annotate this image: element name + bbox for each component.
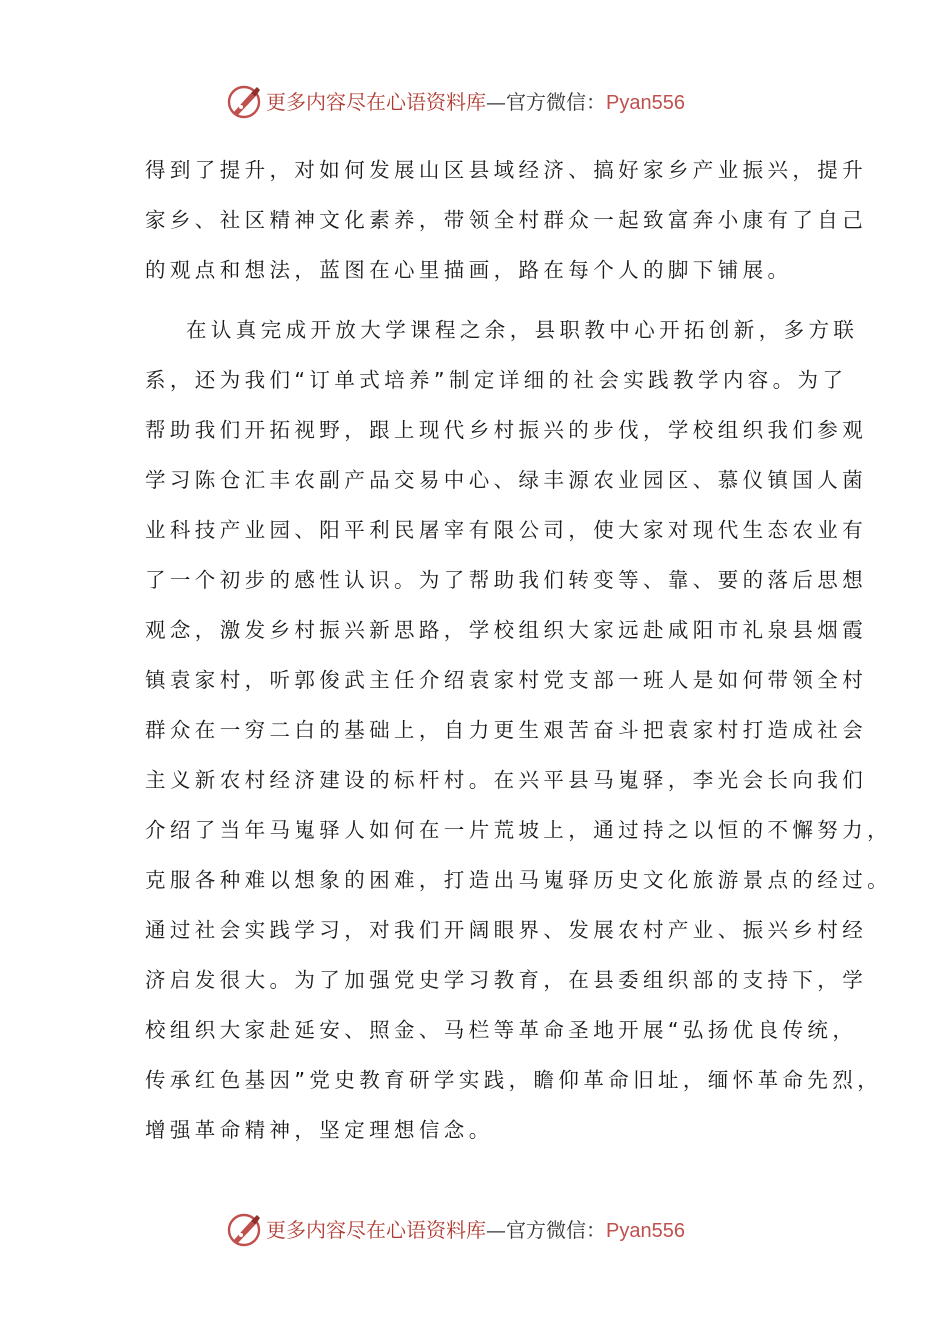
text-line: 济启发很大。为了加强党史学习教育，在县委组织部的支持下，学 (145, 968, 868, 992)
banner-brand: 更多内容尽在心语资料库 (266, 1218, 486, 1242)
text-line: 在认真完成开放大学课程之余，县职教中心开拓创新，多方联 (186, 318, 859, 342)
text-line: 了一个初步的感性认识。为了帮助我们转变等、靠、要的落后思想 (145, 568, 868, 592)
text-line: 群众在一穷二白的基础上，自力更生艰苦奋斗把袁家村打造成社会 (145, 718, 868, 742)
paragraph-2 (145, 305, 892, 1155)
banner-sub: 官方微信： (506, 90, 606, 114)
banner-separator: — (486, 1218, 506, 1242)
footer-banner (0, 1208, 950, 1252)
paragraph-1 (145, 145, 868, 295)
text-line: 通过社会实践学习，对我们开阔眼界、发展农村产业、振兴乡村经 (145, 918, 868, 942)
text-line: 业科技产业园、阳平利民屠宰有限公司，使大家对现代生态农业有 (145, 518, 868, 542)
header-banner (0, 80, 950, 124)
text-line: 帮助我们开拓视野，跟上现代乡村振兴的步伐，学校组织我们参观 (145, 418, 868, 442)
text-line: 传承红色基因”党史教育研学实践，瞻仰革命旧址，缅怀革命先烈， (145, 1068, 883, 1092)
text-line: 的观点和想法，蓝图在心里描画，路在每个人的脚下铺展。 (145, 258, 793, 282)
pen-nib-icon (224, 1210, 264, 1250)
banner-sub: 官方微信： (506, 1218, 606, 1242)
text-line: 镇袁家村，听郭俊武主任介绍袁家村党支部一班人是如何带领全村 (145, 668, 868, 692)
paragraph-gap (145, 295, 815, 305)
banner-wechat-id: Pyan556 (606, 92, 685, 114)
document-body (145, 145, 892, 1155)
text-line: 家乡、社区精神文化素养，带领全村群众一起致富奔小康有了自己 (145, 208, 868, 232)
text-line: 校组织大家赴延安、照金、马栏等革命圣地开展“弘扬优良传统， (145, 1018, 858, 1042)
banner-brand: 更多内容尽在心语资料库 (266, 90, 486, 114)
text-line: 得到了提升，对如何发展山区县域经济、搞好家乡产业振兴，提升 (145, 158, 868, 182)
text-line: 系，还为我们“订单式培养”制定详细的社会实践教学内容。为了 (145, 368, 848, 392)
text-line: 观念，激发乡村振兴新思路，学校组织大家远赴咸阳市礼泉县烟霞 (145, 618, 868, 642)
text-line: 增强革命精神，坚定理想信念。 (145, 1118, 494, 1142)
text-line: 主义新农村经济建设的标杆村。在兴平县马嵬驿，李光会长向我们 (145, 768, 868, 792)
pen-nib-icon (224, 82, 264, 122)
text-line: 克服各种难以想象的困难，打造出马嵬驿历史文化旅游景点的经过。 (145, 868, 892, 892)
banner-text (266, 1217, 685, 1244)
text-line: 学习陈仓汇丰农副产品交易中心、绿丰源农业园区、慕仪镇国人菌 (145, 468, 868, 492)
banner-wechat-id: Pyan556 (606, 1220, 685, 1242)
banner-separator: — (486, 90, 506, 114)
text-line: 介绍了当年马嵬驿人如何在一片荒坡上，通过持之以恒的不懈努力， (145, 818, 892, 842)
banner-text (266, 89, 685, 116)
